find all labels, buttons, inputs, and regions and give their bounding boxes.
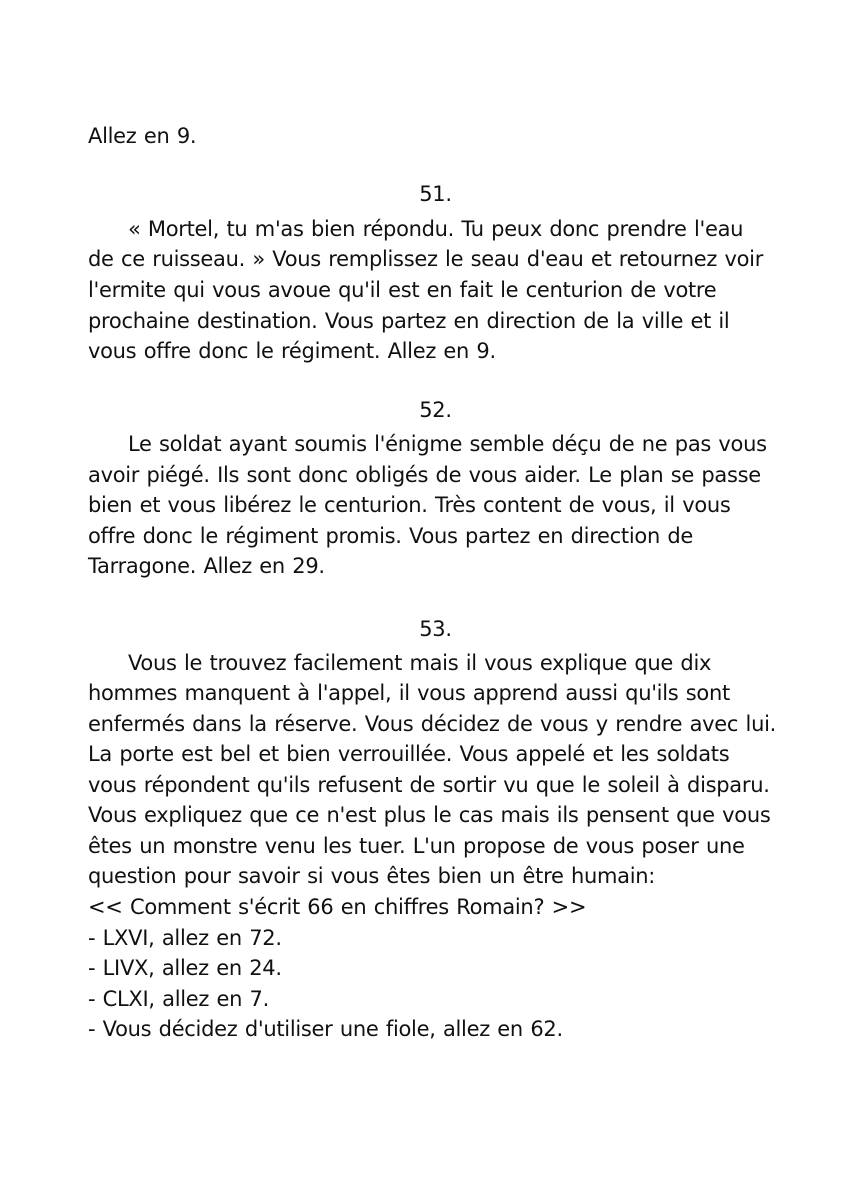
section-number-52: 52. bbox=[419, 398, 452, 422]
section-53-line-6: Vous expliquez que ce n'est plus le cas mais ils pensent que vous bbox=[88, 803, 771, 827]
choice-item: - LXVI, allez en 72. bbox=[88, 926, 282, 950]
section-52-line-1: Le soldat ayant soumis l'énigme semble déçu de ne pas vous bbox=[128, 432, 767, 456]
section-53-line-7: êtes un monstre venu les tuer. L'un propose de vous poser une bbox=[88, 834, 745, 858]
section-52-line-3: bien et vous libérez le centurion. Très content de vous, il vous bbox=[88, 493, 731, 517]
section-53-line-2: hommes manquent à l'appel, il vous apprend aussi qu'ils sont bbox=[88, 681, 730, 705]
section-53-line-4: La porte est bel et bien verrouillée. Vous appelé et les soldats bbox=[88, 742, 730, 766]
section-52-line-5: Tarragone. Allez en 29. bbox=[88, 554, 325, 578]
section-53-line-5: vous répondent qu'ils refusent de sortir vu que le soleil à disparu. bbox=[88, 773, 770, 797]
carryover-line: Allez en 9. bbox=[88, 124, 197, 148]
section-number-51: 51. bbox=[419, 182, 452, 206]
section-51-line-5: vous offre donc le régiment. Allez en 9. bbox=[88, 339, 496, 363]
section-51-line-2: de ce ruisseau. » Vous remplissez le seau d'eau et retournez voir bbox=[88, 247, 764, 271]
choice-item: - CLXI, allez en 7. bbox=[88, 987, 269, 1011]
section-51-line-4: prochaine destination. Vous partez en direction de la ville et il bbox=[88, 309, 730, 333]
choice-item: - Vous décidez d'utiliser une fiole, allez en 62. bbox=[88, 1017, 563, 1041]
section-53-line-3: enfermés dans la réserve. Vous décidez de vous y rendre avec lui. bbox=[88, 712, 776, 736]
section-52-line-4: offre donc le régiment promis. Vous partez en direction de bbox=[88, 524, 693, 548]
question-line: << Comment s'écrit 66 en chiffres Romain? >> bbox=[88, 895, 587, 919]
section-51-line-3: l'ermite qui vous avoue qu'il est en fait le centurion de votre bbox=[88, 278, 717, 302]
section-53-line-1: Vous le trouvez facilement mais il vous explique que dix bbox=[128, 651, 712, 675]
choice-item: - LIVX, allez en 24. bbox=[88, 956, 282, 980]
section-number-53: 53. bbox=[419, 617, 452, 641]
section-52-line-2: avoir piégé. Ils sont donc obligés de vous aider. Le plan se passe bbox=[88, 463, 761, 487]
section-51-line-1: « Mortel, tu m'as bien répondu. Tu peux donc prendre l'eau bbox=[128, 217, 744, 241]
section-53-line-8: question pour savoir si vous êtes bien un être humain: bbox=[88, 864, 656, 888]
